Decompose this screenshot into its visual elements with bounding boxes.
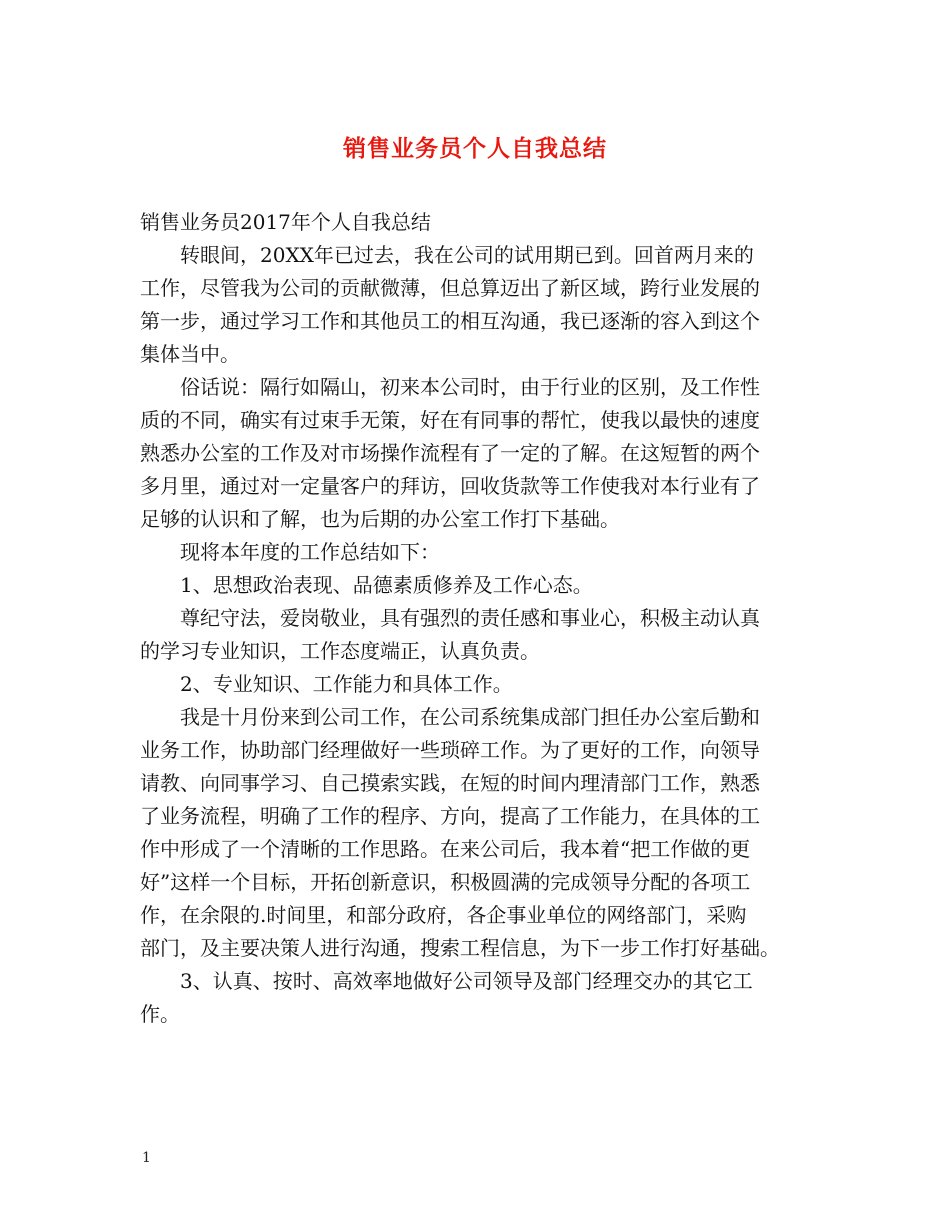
paragraph-line: 转眼间，20XX年已过去，我在公司的试用期已到。回首两月来的 bbox=[180, 243, 754, 267]
paragraph-line: 作。 bbox=[140, 1002, 180, 1026]
paragraph-line: 集体当中。 bbox=[140, 342, 240, 366]
document-title: 销售业务员个人自我总结 bbox=[343, 135, 607, 162]
paragraph-line: 请教、向同事学习、自己摸索实践，在短的时间内理清部门工作，熟悉 bbox=[140, 771, 760, 795]
paragraph-line: 尊纪守法，爱岗敬业，具有强烈的责任感和事业心，积极主动认真 bbox=[180, 606, 760, 630]
paragraph-line: 作，在余限的.时间里，和部分政府，各企事业单位的网络部门，采购 bbox=[140, 903, 747, 927]
page-number: 1 bbox=[142, 1150, 151, 1166]
document-body bbox=[140, 206, 840, 1031]
paragraph-line: 的学习专业知识，工作态度端正，认真负责。 bbox=[140, 639, 540, 663]
paragraph-line: 业务工作，协助部门经理做好一些琐碎工作。为了更好的工作，向领导 bbox=[140, 738, 760, 762]
subtitle-line: 销售业务员2017年个人自我总结 bbox=[140, 210, 431, 234]
paragraph-line: 工作，尽管我为公司的贡献微薄，但总算迈出了新区域，跨行业发展的 bbox=[140, 276, 760, 300]
paragraph-line: 现将本年度的工作总结如下： bbox=[180, 540, 440, 564]
paragraph-line: 足够的认识和了解，也为后期的办公室工作打下基础。 bbox=[140, 507, 620, 531]
paragraph-line: 第一步，通过学习工作和其他员工的相互沟通，我已逐渐的容入到这个 bbox=[140, 309, 760, 333]
section-heading: 3、认真、按时、高效率地做好公司领导及部门经理交办的其它工 bbox=[180, 969, 753, 993]
paragraph-line: 多月里，通过对一定量客户的拜访，回收货款等工作使我对本行业有了 bbox=[140, 474, 760, 498]
section-heading: 2、专业知识、工作能力和具体工作。 bbox=[180, 672, 513, 696]
paragraph-line: 熟悉办公室的工作及对市场操作流程有了一定的了解。在这短暂的两个 bbox=[140, 441, 760, 465]
section-heading: 1、思想政治表现、品德素质修养及工作心态。 bbox=[180, 573, 593, 597]
paragraph-line: 作中形成了一个清晰的工作思路。在来公司后，我本着“把工作做的更 bbox=[140, 837, 751, 861]
paragraph-line: 了业务流程，明确了工作的程序、方向，提高了工作能力，在具体的工 bbox=[140, 804, 760, 828]
paragraph-line: 质的不同，确实有过束手无策，好在有同事的帮忙，使我以最快的速度 bbox=[140, 408, 760, 432]
paragraph-line: 我是十月份来到公司工作，在公司系统集成部门担任办公室后勤和 bbox=[180, 705, 760, 729]
paragraph-line: 好”这样一个目标，开拓创新意识，积极圆满的完成领导分配的各项工 bbox=[140, 870, 751, 894]
paragraph-line: 俗话说：隔行如隔山，初来本公司时，由于行业的区别，及工作性 bbox=[180, 375, 760, 399]
paragraph-line: 部门，及主要决策人进行沟通，搜索工程信息，为下一步工作打好基础。 bbox=[140, 936, 780, 960]
